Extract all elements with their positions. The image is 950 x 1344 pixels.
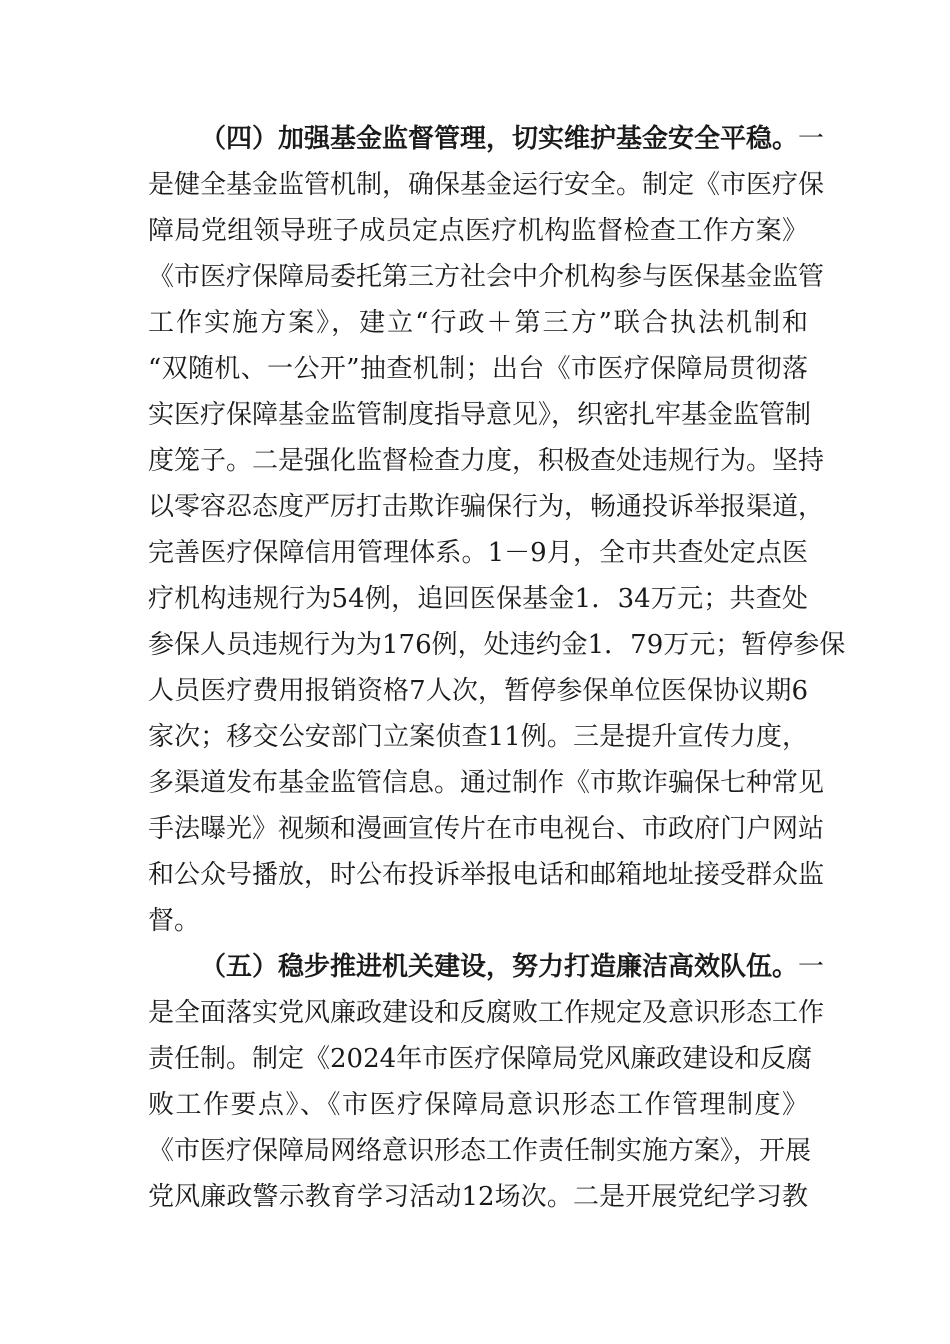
paragraph-4-line-10: 完善医疗保障信用管理体系。1－9月，全市共查处定点医 [148,538,808,568]
paragraph-4-line-11: 疗机构违规行为54例，追回医保基金1．34万元；共查处 [148,584,808,614]
paragraph-4-line-9: 以零容忍态度严厉打击欺诈骗保行为，畅通投诉举报渠道， [148,492,825,522]
paragraph-4-line-1 [200,117,825,161]
paragraph-4-line-14: 家次；移交公安部门立案侦查11例。三是提升宣传力度， [148,722,808,752]
paragraph-4-line-12: 参保人员违规行为为176例，处违约金1．79万元；暂停参保 [148,630,846,660]
paragraph-4-line-5: 工作实施方案》，建立“行政＋第三方”联合执法机制和 [148,308,808,338]
paragraph-4-line-6: “双随机、一公开”抽查机制；出台《市医疗保障局贯彻落 [148,354,808,384]
paragraph-5-line-1-tail: 一 [798,952,825,982]
paragraph-5-line-3: 责任制。制定《2024年市医疗保障局党风廉政建设和反腐 [148,1044,813,1074]
paragraph-5-line-5: 《市医疗保障局网络意识形态工作责任制实施方案》，开展 [148,1136,812,1166]
paragraph-4-line-7: 实医疗保障基金监管制度指导意见》，织密扎牢基金监管制 [148,400,812,430]
paragraph-5-heading: （五）稳步推进机关建设，努力打造廉洁高效队伍。 [200,952,799,982]
paragraph-4-line-13: 人员医疗费用报销资格7人次，暂停参保单位医保协议期6 [148,676,808,706]
paragraph-4-line-3: 障局党组领导班子成员定点医疗机构监督检查工作方案》 [148,216,808,246]
paragraph-4-line-15: 多渠道发布基金监管信息。通过制作《市欺诈骗保七种常见 [148,768,825,798]
paragraph-5-line-4: 败工作要点》、《市医疗保障局意识形态工作管理制度》 [148,1090,808,1120]
paragraph-5-line-6: 党风廉政警示教育学习活动12场次。二是开展党纪学习教 [148,1182,808,1212]
paragraph-4-line-17: 和公众号播放，时公布投诉举报电话和邮箱地址接受群众监 [148,860,825,890]
paragraph-4-heading: （四）加强基金监督管理，切实维护基金安全平稳。 [200,124,799,154]
paragraph-4-line-8: 度笼子。二是强化监督检查力度，积极查处违规行为。坚持 [148,446,825,476]
paragraph-5-line-2: 是全面落实党风廉政建设和反腐败工作规定及意识形态工作 [148,998,825,1028]
paragraph-5-line-1 [200,945,825,989]
paragraph-4-line-18: 督。 [148,906,201,936]
paragraph-4-line-1-tail: 一 [798,124,825,154]
paragraph-4-line-16: 手法曝光》视频和漫画宣传片在市电视台、市政府门户网站 [148,814,825,844]
paragraph-4-line-2: 是健全基金监管机制，确保基金运行安全。制定《市医疗保 [148,170,825,200]
paragraph-4-line-4: 《市医疗保障局委托第三方社会中介机构参与医保基金监管 [148,262,825,292]
